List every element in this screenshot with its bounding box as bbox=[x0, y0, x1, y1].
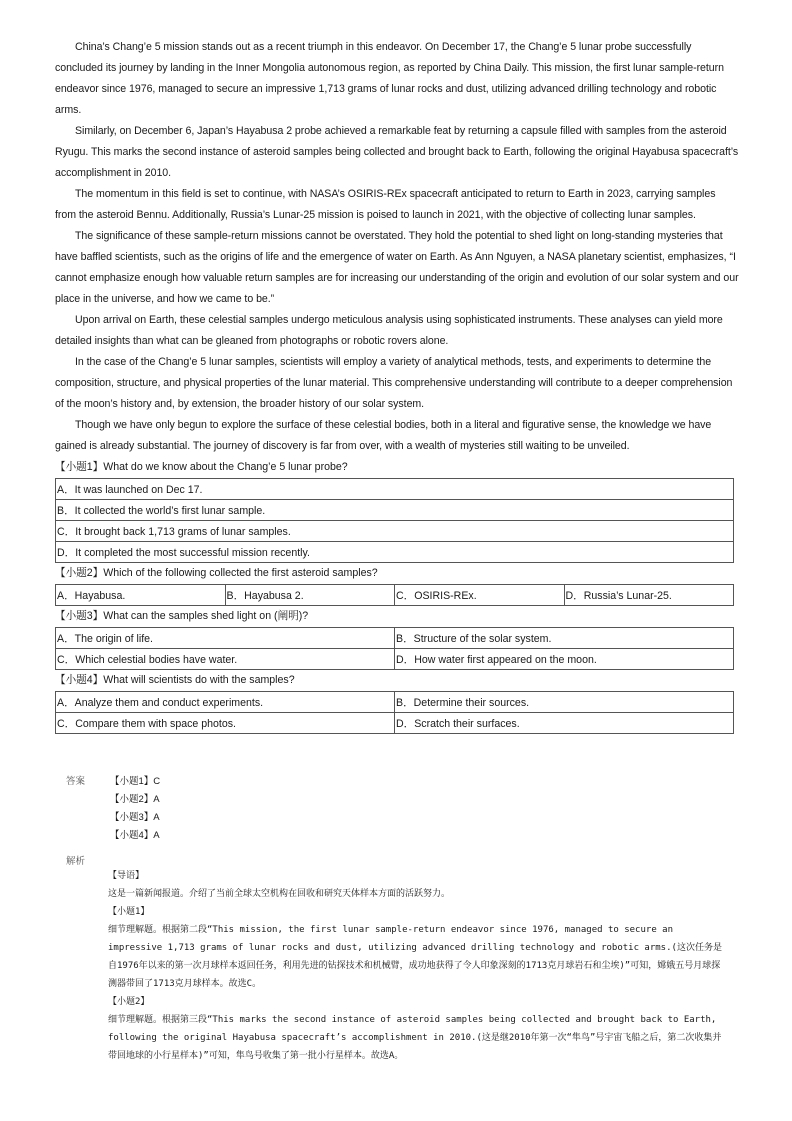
q2-option-c[interactable]: C．OSIRIS-REx. bbox=[395, 585, 565, 606]
paragraph-1: China’s Chang’e 5 mission stands out as a recent triumph in this endeavor. On December 17, the Chang’e 5 lunar probe successfully concluded its journey by landing in the Inner Mongolia autonomous region, as reported by China Daily. This mission, the first lunar sample-return endeavor since 1976, managed to secure an impressive 1,713 grams of lunar rocks and dust, utilizing advanced drilling technology and robotic arms. bbox=[55, 41, 724, 116]
q2-option-b[interactable]: B．Hayabusa 2. bbox=[225, 585, 395, 606]
q3-option-d[interactable]: D．How water first appeared on the moon. bbox=[395, 649, 734, 670]
q4-option-d[interactable]: D．Scratch their surfaces. bbox=[395, 713, 734, 734]
answer-1: 【小题1】C bbox=[110, 776, 161, 787]
answer-label: 答案 bbox=[66, 776, 86, 787]
explanation-q2: 细节理解题。根据第三段“This marks the second instance of asteroid samples being collected and brought back to Earth, following the original Hayabusa spacecraft’s accomplishment in 2010.(这是继2010年第一次“隼鸟”号宇宙飞船之后，第二次收集并带回地球的小行星样本)”可知，隼鸟号收集了第一批小行星样本。故选A。 bbox=[108, 1015, 722, 1061]
paragraph-6: In the case of the Chang’e 5 lunar samples, scientists will employ a variety of analytical methods, tests, and experiments to determine the composition, structure, and physical properties of the lunar material. This comprehensive understanding will contribute to a deeper comprehension of the moon’s history and, by extension, the broader history of our solar system. bbox=[55, 356, 733, 410]
q3-option-b[interactable]: B．Structure of the solar system. bbox=[395, 628, 734, 649]
question-2-stem: 【小题2】Which of the following collected the first asteroid samples? bbox=[55, 567, 378, 579]
paragraph-2: Similarly, on December 6, Japan’s Hayabusa 2 probe achieved a remarkable feat by returning a capsule filled with samples from the asteroid Ryugu. This marks the second instance of asteroid samples being collected and brought back to Earth, following the original Hayabusa spacecraft’s accomplishment in 2010. bbox=[55, 125, 739, 179]
explanation-label: 解析 bbox=[66, 856, 86, 867]
q3-option-c[interactable]: C．Which celestial bodies have water. bbox=[56, 649, 395, 670]
explanation-intro-heading: 【导语】 bbox=[108, 871, 145, 881]
explanation-q2-heading: 【小题2】 bbox=[108, 997, 150, 1007]
paragraph-7: Though we have only begun to explore the surface of these celestial bodies, both in a literal and figurative sense, the knowledge we have gained is already substantial. The journey of discovery is far from over, with a wealth of mysteries still waiting to be unveiled. bbox=[55, 419, 712, 452]
question-1-stem: 【小题1】What do we know about the Chang’e 5 lunar probe? bbox=[55, 461, 348, 473]
explanation-q1: 细节理解题。根据第二段“This mission, the first lunar sample-return endeavor since 1976, managed to secure an impressive 1,713 grams of lunar rocks and dust, utilizing advanced drilling technology and robotic arms.(这次任务是自1976年以来的第一次月球样本返回任务，利用先进的钻探技术和机械臂，成功地获得了令人印象深刻的1713克月球岩石和尘埃)”可知，嫦娥五号月球探测器带回了1713克月球样本。故选C。 bbox=[108, 925, 722, 989]
q1-option-b[interactable]: B．It collected the world’s first lunar sample. bbox=[56, 500, 734, 521]
explanation-q1-heading: 【小题1】 bbox=[108, 907, 150, 917]
q1-option-a[interactable]: A．It was launched on Dec 17. bbox=[56, 479, 734, 500]
answer-3: 【小题3】A bbox=[110, 812, 160, 823]
q3-option-a[interactable]: A．The origin of life. bbox=[56, 628, 395, 649]
question-2-options bbox=[55, 584, 734, 606]
question-3-stem: 【小题3】What can the samples shed light on (阐明)? bbox=[55, 610, 309, 622]
q2-option-a[interactable]: A．Hayabusa. bbox=[56, 585, 226, 606]
question-4-stem: 【小题4】What will scientists do with the samples? bbox=[55, 674, 295, 686]
question-4-options bbox=[55, 691, 734, 734]
answer-2: 【小题2】A bbox=[110, 794, 160, 805]
paragraph-3: The momentum in this field is set to continue, with NASA’s OSIRIS-REx spacecraft anticipated to return to Earth in 2023, carrying samples from the asteroid Bennu. Additionally, Russia’s Lunar-25 mission is poised to launch in 2021, with the objective of collecting lunar samples. bbox=[55, 188, 716, 221]
answer-4: 【小题4】A bbox=[110, 830, 160, 841]
explanation-intro: 这是一篇新闻报道。介绍了当前全球太空机构在回收和研究天体样本方面的活跃努力。 bbox=[108, 889, 451, 899]
q4-option-b[interactable]: B．Determine their sources. bbox=[395, 692, 734, 713]
q1-option-d[interactable]: D．It completed the most successful mission recently. bbox=[56, 542, 734, 563]
q2-option-d[interactable]: D．Russia’s Lunar-25. bbox=[564, 585, 734, 606]
q1-option-c[interactable]: C．It brought back 1,713 grams of lunar samples. bbox=[56, 521, 734, 542]
question-1-options bbox=[55, 478, 734, 563]
question-3-options bbox=[55, 627, 734, 670]
paragraph-5: Upon arrival on Earth, these celestial samples undergo meticulous analysis using sophisticated instruments. These analyses can yield more detailed insights than what can be gleaned from photographs or robotic rovers alone. bbox=[55, 314, 723, 347]
q4-option-a[interactable]: A．Analyze them and conduct experiments. bbox=[56, 692, 395, 713]
q4-option-c[interactable]: C．Compare them with space photos. bbox=[56, 713, 395, 734]
paragraph-4: The significance of these sample-return missions cannot be overstated. They hold the potential to shed light on long-standing mysteries that have baffled scientists, such as the origins of life and the emergence of water on Earth. As Ann Nguyen, a NASA planetary scientist, emphasizes, “I cannot emphasize enough how valuable return samples are for increasing our understanding of the origin and evolution of our solar system and our place in the universe, and how we came to be.” bbox=[55, 230, 739, 305]
reading-passage bbox=[55, 37, 739, 734]
